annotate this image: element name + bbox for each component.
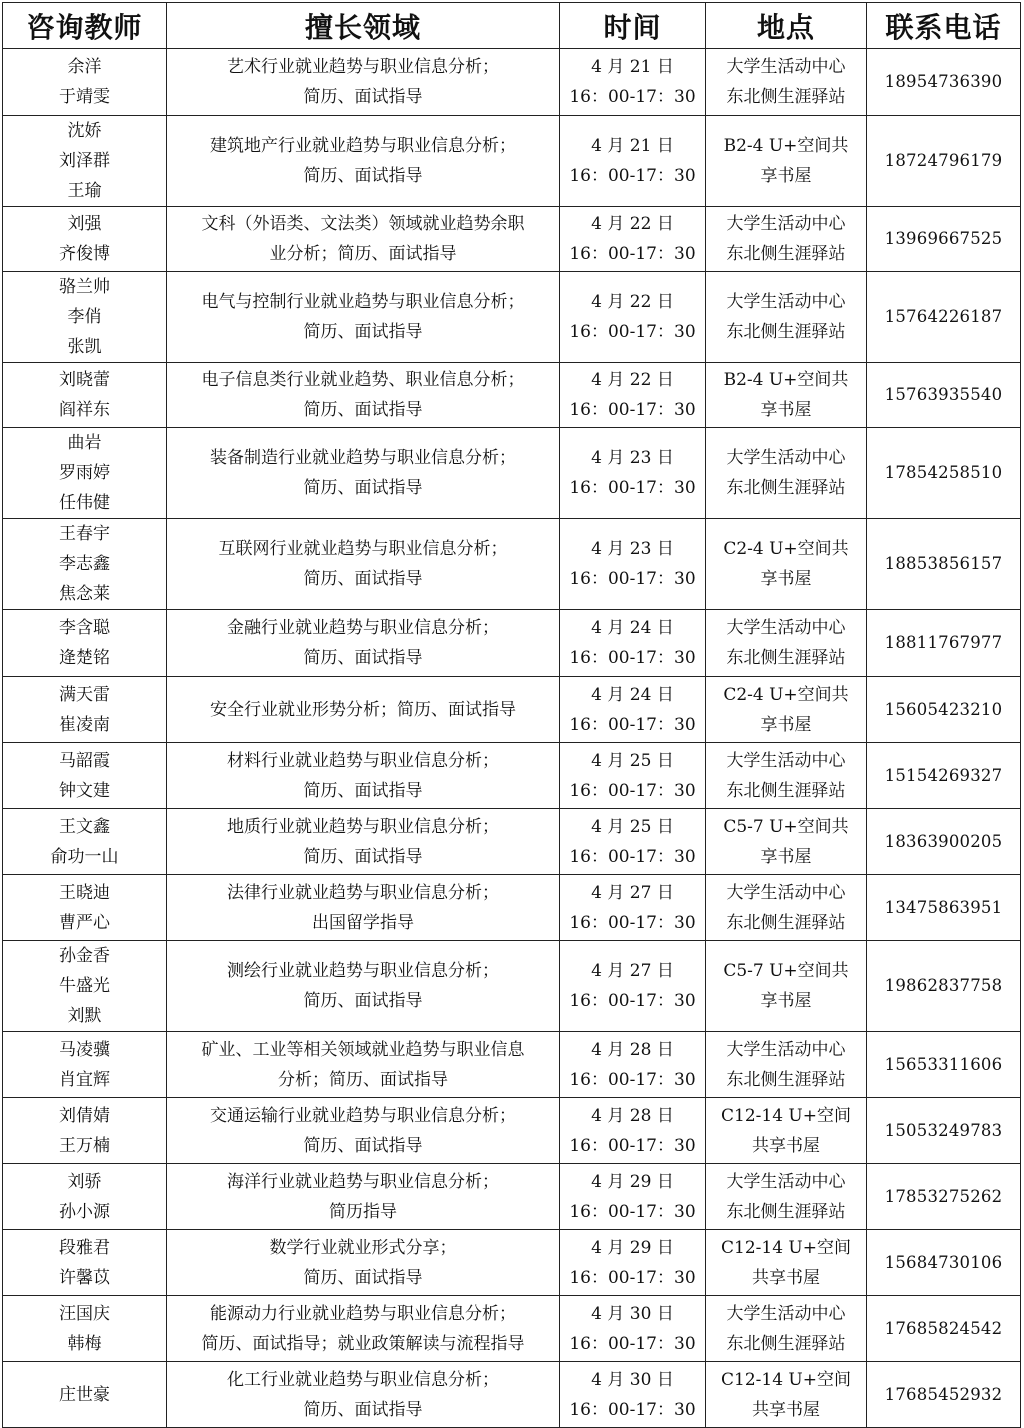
location-cell — [706, 363, 867, 428]
field-line: 分析；简历、面试指导 — [278, 1069, 448, 1090]
teacher-name: 沈娇 — [67, 121, 102, 141]
table-row — [3, 743, 1021, 809]
phone-cell — [867, 116, 1021, 207]
location-line: C2-4 U+空间共 — [723, 539, 849, 559]
time-cell — [560, 677, 706, 743]
teacher-name: 罗雨婷 — [59, 463, 110, 483]
location-line: 大学生活动中心 — [726, 292, 846, 312]
teacher-cell — [3, 207, 167, 272]
phone-cell — [867, 49, 1021, 116]
time-cell — [560, 743, 706, 809]
time-text: 16：00-17：30 — [569, 780, 696, 801]
time-text: 16：00-17：30 — [569, 1267, 696, 1288]
table-row — [3, 1164, 1021, 1230]
table-row — [3, 207, 1021, 272]
location-line: C12-14 U+空间 — [721, 1237, 851, 1258]
location-line: 共享书屋 — [752, 1135, 820, 1156]
teacher-cell — [3, 1230, 167, 1296]
phone-number: 17853275262 — [884, 1186, 1003, 1206]
teacher-cell — [3, 519, 167, 610]
location-line: 享书屋 — [760, 714, 812, 735]
time-cell — [560, 116, 706, 207]
field-line: 能源动力行业就业趋势与职业信息分析； — [210, 1303, 516, 1324]
table-row — [3, 677, 1021, 743]
date-text: 4 月 21 日 — [591, 57, 674, 77]
location-cell — [706, 428, 867, 519]
field-line: 文科（外语类、文法类）领域就业趋势余职 — [201, 214, 525, 234]
time-cell — [560, 875, 706, 941]
phone-cell — [867, 519, 1021, 610]
time-text: 16：00-17：30 — [569, 166, 696, 186]
teacher-name: 张凯 — [67, 337, 102, 357]
time-text: 16：00-17：30 — [569, 1069, 696, 1090]
location-cell — [706, 207, 867, 272]
teacher-cell — [3, 428, 167, 519]
field-cell — [167, 519, 560, 610]
time-cell — [560, 1230, 706, 1296]
field-line: 电子信息类行业就业趋势、职业信息分析； — [201, 370, 525, 390]
time-text: 16：00-17：30 — [569, 846, 696, 867]
teacher-cell — [3, 809, 167, 875]
location-cell — [706, 809, 867, 875]
phone-cell — [867, 1230, 1021, 1296]
teacher-name: 王文鑫 — [59, 816, 110, 837]
location-line: 东北侧生涯驿站 — [726, 1333, 846, 1354]
location-line: 大学生活动中心 — [726, 448, 846, 468]
header-phone: 联系电话 — [867, 3, 1021, 49]
table-row — [3, 610, 1021, 677]
table-row — [3, 272, 1021, 363]
field-line: 测绘行业就业趋势与职业信息分析； — [227, 961, 499, 981]
table-row — [3, 1230, 1021, 1296]
teacher-name: 刘泽群 — [59, 151, 110, 171]
time-cell — [560, 1296, 706, 1362]
date-text: 4 月 24 日 — [591, 618, 674, 638]
time-text: 16：00-17：30 — [569, 400, 696, 420]
header-row — [3, 3, 1021, 49]
table-row — [3, 1098, 1021, 1164]
time-text: 16：00-17：30 — [569, 1399, 696, 1420]
time-cell — [560, 207, 706, 272]
location-line: 大学生活动中心 — [726, 750, 846, 771]
teacher-cell — [3, 363, 167, 428]
teacher-cell — [3, 272, 167, 363]
phone-number: 15684730106 — [884, 1252, 1003, 1272]
time-cell — [560, 363, 706, 428]
location-line: 享书屋 — [760, 991, 812, 1011]
location-cell — [706, 875, 867, 941]
location-line: 东北侧生涯驿站 — [726, 244, 846, 264]
teacher-cell — [3, 1362, 167, 1428]
teacher-cell — [3, 610, 167, 677]
field-cell — [167, 610, 560, 677]
teacher-cell — [3, 1032, 167, 1098]
phone-number: 18363900205 — [884, 831, 1003, 851]
phone-number: 15053249783 — [884, 1120, 1003, 1140]
location-cell — [706, 49, 867, 116]
phone-cell — [867, 809, 1021, 875]
phone-cell — [867, 1296, 1021, 1362]
time-text: 16：00-17：30 — [569, 912, 696, 933]
teacher-name: 余洋 — [67, 57, 102, 77]
field-line: 简历、面试指导 — [303, 1135, 423, 1156]
field-cell — [167, 1296, 560, 1362]
field-line: 化工行业就业趋势与职业信息分析； — [227, 1369, 499, 1390]
location-line: 东北侧生涯驿站 — [726, 912, 846, 933]
teacher-name: 孙金香 — [59, 946, 110, 966]
location-cell — [706, 941, 867, 1032]
time-text: 16：00-17：30 — [569, 1135, 696, 1156]
location-line: B2-4 U+空间共 — [723, 370, 849, 390]
schedule-body — [3, 49, 1021, 1428]
location-line: 东北侧生涯驿站 — [726, 1201, 846, 1222]
time-cell — [560, 519, 706, 610]
time-text: 16：00-17：30 — [569, 87, 696, 107]
phone-cell — [867, 743, 1021, 809]
teacher-name: 钟文建 — [59, 780, 110, 801]
field-line: 简历、面试指导 — [303, 166, 423, 186]
date-text: 4 月 24 日 — [591, 684, 674, 705]
teacher-cell — [3, 941, 167, 1032]
field-cell — [167, 1164, 560, 1230]
consultation-schedule-table — [2, 2, 1021, 1428]
date-text: 4 月 25 日 — [591, 750, 674, 771]
time-cell — [560, 1164, 706, 1230]
field-cell — [167, 1032, 560, 1098]
table-row — [3, 519, 1021, 610]
field-cell — [167, 941, 560, 1032]
table-row — [3, 116, 1021, 207]
date-text: 4 月 23 日 — [591, 539, 674, 559]
teacher-name: 刘晓蕾 — [59, 370, 110, 390]
date-text: 4 月 30 日 — [591, 1369, 674, 1390]
location-cell — [706, 1230, 867, 1296]
location-line: 大学生活动中心 — [726, 1039, 846, 1060]
field-line: 建筑地产行业就业趋势与职业信息分析； — [210, 136, 516, 156]
teacher-name: 刘强 — [67, 214, 102, 234]
location-cell — [706, 743, 867, 809]
location-line: 大学生活动中心 — [726, 618, 846, 638]
date-text: 4 月 22 日 — [591, 214, 674, 234]
date-text: 4 月 22 日 — [591, 370, 674, 390]
location-cell — [706, 1098, 867, 1164]
field-line: 简历指导 — [329, 1201, 397, 1222]
date-text: 4 月 27 日 — [591, 961, 674, 981]
table-row — [3, 1296, 1021, 1362]
location-cell — [706, 610, 867, 677]
phone-cell — [867, 363, 1021, 428]
phone-cell — [867, 207, 1021, 272]
teacher-name: 曹严心 — [59, 912, 110, 933]
field-line: 简历、面试指导 — [303, 322, 423, 342]
teacher-name: 王瑜 — [67, 181, 102, 201]
phone-cell — [867, 1164, 1021, 1230]
location-line: 东北侧生涯驿站 — [726, 648, 846, 668]
teacher-name: 肖宜辉 — [59, 1069, 110, 1090]
date-text: 4 月 21 日 — [591, 136, 674, 156]
date-text: 4 月 29 日 — [591, 1237, 674, 1258]
table-row — [3, 809, 1021, 875]
location-cell — [706, 116, 867, 207]
field-cell — [167, 363, 560, 428]
field-cell — [167, 743, 560, 809]
teacher-name: 焦念莱 — [59, 584, 110, 604]
field-cell — [167, 809, 560, 875]
table-row — [3, 1362, 1021, 1428]
header-field: 擅长领域 — [167, 3, 560, 49]
phone-number: 13969667525 — [884, 229, 1003, 248]
field-cell — [167, 875, 560, 941]
phone-number: 15763935540 — [884, 385, 1003, 404]
time-text: 16：00-17：30 — [569, 322, 696, 342]
location-cell — [706, 519, 867, 610]
time-cell — [560, 941, 706, 1032]
teacher-name: 骆兰帅 — [59, 277, 110, 297]
date-text: 4 月 27 日 — [591, 882, 674, 903]
time-cell — [560, 1362, 706, 1428]
location-cell — [706, 272, 867, 363]
teacher-name: 汪国庆 — [59, 1303, 110, 1324]
teacher-name: 李含聪 — [59, 618, 110, 638]
teacher-name: 马凌骥 — [59, 1039, 110, 1060]
teacher-name: 任伟健 — [59, 493, 110, 513]
field-line: 简历、面试指导 — [303, 478, 423, 498]
field-line: 交通运输行业就业趋势与职业信息分析； — [210, 1105, 516, 1126]
time-cell — [560, 809, 706, 875]
time-cell — [560, 428, 706, 519]
phone-cell — [867, 1032, 1021, 1098]
phone-cell — [867, 677, 1021, 743]
date-text: 4 月 25 日 — [591, 816, 674, 837]
field-line: 矿业、工业等相关领域就业趋势与职业信息 — [201, 1039, 525, 1060]
teacher-name: 逄楚铭 — [59, 648, 110, 668]
time-text: 16：00-17：30 — [569, 1201, 696, 1222]
field-line: 安全行业就业形势分析；简历、面试指导 — [210, 699, 516, 720]
location-line: 共享书屋 — [752, 1267, 820, 1288]
field-cell — [167, 1362, 560, 1428]
field-line: 海洋行业就业趋势与职业信息分析； — [227, 1171, 499, 1192]
phone-number: 17685452932 — [884, 1384, 1003, 1404]
teacher-cell — [3, 1164, 167, 1230]
field-line: 简历、面试指导；就业政策解读与流程指导 — [201, 1333, 525, 1354]
teacher-name: 王春宇 — [59, 524, 110, 544]
teacher-cell — [3, 1098, 167, 1164]
location-line: 东北侧生涯驿站 — [726, 1069, 846, 1090]
phone-cell — [867, 875, 1021, 941]
location-line: C5-7 U+空间共 — [723, 816, 849, 837]
date-text: 4 月 28 日 — [591, 1105, 674, 1126]
teacher-cell — [3, 1296, 167, 1362]
time-text: 16：00-17：30 — [569, 714, 696, 735]
field-line: 法律行业就业趋势与职业信息分析； — [227, 882, 499, 903]
date-text: 4 月 23 日 — [591, 448, 674, 468]
teacher-name: 满天雷 — [59, 684, 110, 705]
location-cell — [706, 1164, 867, 1230]
header-teacher: 咨询教师 — [3, 3, 167, 49]
teacher-name: 王晓迪 — [59, 882, 110, 903]
table-row — [3, 941, 1021, 1032]
date-text: 4 月 28 日 — [591, 1039, 674, 1060]
teacher-cell — [3, 875, 167, 941]
field-line: 地质行业就业趋势与职业信息分析； — [227, 816, 499, 837]
teacher-name: 段雅君 — [59, 1237, 110, 1258]
phone-number: 19862837758 — [884, 976, 1003, 995]
field-line: 业分析；简历、面试指导 — [269, 244, 457, 264]
time-text: 16：00-17：30 — [569, 569, 696, 589]
field-line: 金融行业就业趋势与职业信息分析； — [227, 618, 499, 638]
time-cell — [560, 272, 706, 363]
field-line: 简历、面试指导 — [303, 569, 423, 589]
table-row — [3, 49, 1021, 116]
field-line: 简历、面试指导 — [303, 648, 423, 668]
teacher-name: 崔凌南 — [59, 714, 110, 735]
field-cell — [167, 1098, 560, 1164]
location-cell — [706, 1296, 867, 1362]
date-text: 4 月 29 日 — [591, 1171, 674, 1192]
field-line: 艺术行业就业趋势与职业信息分析； — [227, 57, 499, 77]
time-text: 16：00-17：30 — [569, 648, 696, 668]
teacher-name: 齐俊博 — [59, 244, 110, 264]
teacher-name: 刘默 — [67, 1006, 102, 1026]
time-text: 16：00-17：30 — [569, 991, 696, 1011]
field-line: 简历、面试指导 — [303, 991, 423, 1011]
teacher-name: 许馨苡 — [59, 1267, 110, 1288]
teacher-name: 于靖雯 — [59, 87, 110, 107]
location-line: C2-4 U+空间共 — [723, 684, 849, 705]
phone-number: 18954736390 — [884, 72, 1003, 91]
location-line: C12-14 U+空间 — [721, 1369, 851, 1390]
phone-cell — [867, 428, 1021, 519]
phone-cell — [867, 272, 1021, 363]
location-cell — [706, 677, 867, 743]
location-cell — [706, 1032, 867, 1098]
field-line: 材料行业就业趋势与职业信息分析； — [227, 750, 499, 771]
teacher-cell — [3, 49, 167, 116]
field-line: 简历、面试指导 — [303, 846, 423, 867]
phone-cell — [867, 1098, 1021, 1164]
location-line: 享书屋 — [760, 569, 812, 589]
phone-number: 17685824542 — [884, 1318, 1003, 1338]
location-line: 大学生活动中心 — [726, 1303, 846, 1324]
field-line: 简历、面试指导 — [303, 780, 423, 801]
phone-number: 15154269327 — [884, 765, 1003, 785]
location-line: 大学生活动中心 — [726, 882, 846, 903]
field-line: 简历、面试指导 — [303, 400, 423, 420]
location-line: 共享书屋 — [752, 1399, 820, 1420]
table-row — [3, 1032, 1021, 1098]
phone-number: 18853856157 — [884, 554, 1003, 573]
location-cell — [706, 1362, 867, 1428]
teacher-name: 庄世豪 — [59, 1384, 110, 1405]
location-line: 享书屋 — [760, 400, 812, 420]
time-text: 16：00-17：30 — [569, 478, 696, 498]
field-cell — [167, 677, 560, 743]
time-cell — [560, 610, 706, 677]
field-line: 数学行业就业形式分享； — [269, 1237, 457, 1258]
location-line: 东北侧生涯驿站 — [726, 322, 846, 342]
field-line: 互联网行业就业趋势与职业信息分析； — [218, 539, 508, 559]
phone-cell — [867, 1362, 1021, 1428]
field-cell — [167, 207, 560, 272]
field-line: 电气与控制行业就业趋势与职业信息分析； — [201, 292, 525, 312]
field-cell — [167, 116, 560, 207]
teacher-name: 韩梅 — [67, 1333, 102, 1354]
teacher-name: 李志鑫 — [59, 554, 110, 574]
field-line: 出国留学指导 — [312, 912, 414, 933]
field-line: 简历、面试指导 — [303, 1267, 423, 1288]
field-cell — [167, 428, 560, 519]
table-row — [3, 363, 1021, 428]
header-location: 地点 — [706, 3, 867, 49]
field-line: 装备制造行业就业趋势与职业信息分析； — [210, 448, 516, 468]
time-text: 16：00-17：30 — [569, 244, 696, 264]
field-cell — [167, 49, 560, 116]
teacher-cell — [3, 677, 167, 743]
location-line: C12-14 U+空间 — [721, 1105, 851, 1126]
field-line: 简历、面试指导 — [303, 87, 423, 107]
header-time: 时间 — [560, 3, 706, 49]
phone-number: 18724796179 — [884, 151, 1003, 170]
time-text: 16：00-17：30 — [569, 1333, 696, 1354]
field-cell — [167, 272, 560, 363]
teacher-name: 李俏 — [67, 307, 102, 327]
teacher-name: 阎祥东 — [59, 400, 110, 420]
teacher-cell — [3, 116, 167, 207]
time-cell — [560, 1098, 706, 1164]
phone-cell — [867, 941, 1021, 1032]
table-row — [3, 428, 1021, 519]
location-line: 大学生活动中心 — [726, 57, 846, 77]
location-line: 大学生活动中心 — [726, 214, 846, 234]
teacher-cell — [3, 743, 167, 809]
phone-number: 15653311606 — [884, 1054, 1003, 1074]
teacher-name: 曲岩 — [67, 433, 102, 453]
date-text: 4 月 30 日 — [591, 1303, 674, 1324]
teacher-name: 牛盛光 — [59, 976, 110, 996]
time-cell — [560, 1032, 706, 1098]
field-line: 简历、面试指导 — [303, 1399, 423, 1420]
location-line: 东北侧生涯驿站 — [726, 87, 846, 107]
phone-cell — [867, 610, 1021, 677]
location-line: 东北侧生涯驿站 — [726, 478, 846, 498]
location-line: 享书屋 — [760, 166, 812, 186]
teacher-name: 王万楠 — [59, 1135, 110, 1156]
location-line: 享书屋 — [760, 846, 812, 867]
teacher-name: 俞功一山 — [50, 846, 119, 867]
teacher-name: 刘倩婧 — [59, 1105, 110, 1126]
table-row — [3, 875, 1021, 941]
phone-number: 15605423210 — [884, 699, 1003, 719]
field-cell — [167, 1230, 560, 1296]
teacher-name: 孙小源 — [59, 1201, 110, 1222]
time-cell — [560, 49, 706, 116]
phone-number: 17854258510 — [884, 463, 1003, 482]
date-text: 4 月 22 日 — [591, 292, 674, 312]
location-line: 大学生活动中心 — [726, 1171, 846, 1192]
phone-number: 15764226187 — [884, 307, 1003, 326]
phone-number: 18811767977 — [884, 633, 1003, 652]
teacher-name: 马韶霞 — [59, 750, 110, 771]
location-line: B2-4 U+空间共 — [723, 136, 849, 156]
phone-number: 13475863951 — [884, 897, 1003, 917]
location-line: C5-7 U+空间共 — [723, 961, 849, 981]
teacher-name: 刘骄 — [67, 1171, 102, 1192]
location-line: 东北侧生涯驿站 — [726, 780, 846, 801]
